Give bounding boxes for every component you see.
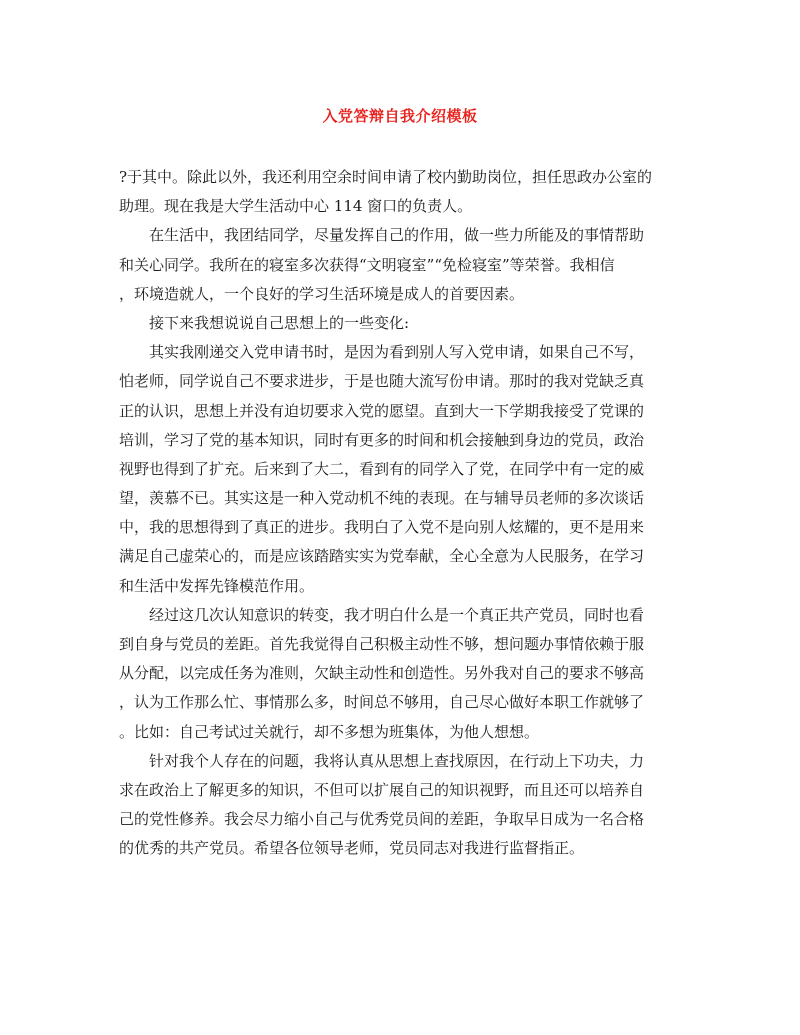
paragraph-line: ，认为工作那么忙、事情那么多，时间总不够用，自己尽心做好本职工作就够了 xyxy=(119,693,645,712)
paragraph xyxy=(119,747,681,864)
paragraph-line: 满足自己虚荣心的，而是应该踏踏实实为党奉献，全心全意为人民服务，在学习 xyxy=(119,547,645,566)
paragraph-line: ?于其中。除此以外，我还利用空余时间申请了校内勤助岗位，担任思政办公室的 xyxy=(119,168,653,186)
paragraph-line: 其实我刚递交入党申请书时，是因为看到别人写入党申请，如果自己不写， xyxy=(149,343,645,362)
paragraph-line: 助理。现在我是大学生活动中心 114 窗口的负责人。 xyxy=(119,197,473,216)
paragraph-line: ，环境造就人，一个良好的学习生活环境是成人的首要因素。 xyxy=(119,284,525,303)
paragraph-line: 中，我的思想得到了真正的进步。我明白了入党不是向别人炫耀的，更不是用来 xyxy=(119,518,645,537)
paragraph-line: 培训，学习了党的基本知识，同时有更多的时间和机会接触到身边的党员，政治 xyxy=(119,430,645,449)
paragraph-line: 经过这几次认知意识的转变，我才明白什么是一个真正共产党员，同时也看 xyxy=(149,605,645,624)
paragraph xyxy=(119,163,681,221)
paragraph xyxy=(119,338,681,601)
paragraph-line: 接下来我想说说自己思想上的一些变化: xyxy=(149,313,410,332)
paragraph-line: 和生活中发挥先锋模范作用。 xyxy=(119,576,315,595)
paragraph-line: 在生活中，我团结同学，尽量发挥自己的作用，做一些力所能及的事情帮助 xyxy=(149,226,645,245)
paragraph-line: 视野也得到了扩充。后来到了大二，看到有的同学入了党，在同学中有一定的威 xyxy=(119,459,645,478)
paragraph-line: 针对我个人存在的问题，我将认真从思想上查找原因，在行动上下功夫，力 xyxy=(149,751,645,770)
paragraph-line: 到自身与党员的差距。首先我觉得自己积极主动性不够，想问题办事情依赖于服 xyxy=(119,635,645,653)
paragraph-line: 和关心同学。我所在的寝室多次获得“文明寝室”“免检寝室”等荣誉。我相信 xyxy=(119,255,615,274)
paragraph-line: 正的认识，思想上并没有迫切要求入党的愿望。直到大一下学期我接受了党课的 xyxy=(119,401,645,420)
paragraph xyxy=(119,601,681,747)
paragraph-line: 求在政治上了解更多的知识，不但可以扩展自己的知识视野，而且还可以培养自 xyxy=(119,780,645,799)
paragraph-line: 从分配，以完成任务为准则，欠缺主动性和创造性。另外我对自己的要求不够高 xyxy=(119,664,645,683)
document-body xyxy=(119,163,681,864)
paragraph xyxy=(119,221,681,309)
paragraph-line: 怕老师，同学说自己不要求进步，于是也随大流写份申请。那时的我对党缺乏真 xyxy=(119,372,645,391)
paragraph-line: 望，羡慕不已。其实这是一种入党动机不纯的表现。在与辅导员老师的多次谈话 xyxy=(119,489,645,508)
document-title: 入党答辩自我介绍模板 xyxy=(322,107,478,125)
paragraph xyxy=(119,309,681,338)
paragraph-line: 己的党性修养。我会尽力缩小自己与优秀党员间的差距，争取早日成为一名合格 xyxy=(119,810,645,829)
paragraph-line: 。比如：自己考试过关就行，却不多想为班集体，为他人想想。 xyxy=(119,722,540,741)
paragraph-line: 的优秀的共产党员。希望各位领导老师，党员同志对我进行监督指正。 xyxy=(119,839,585,858)
